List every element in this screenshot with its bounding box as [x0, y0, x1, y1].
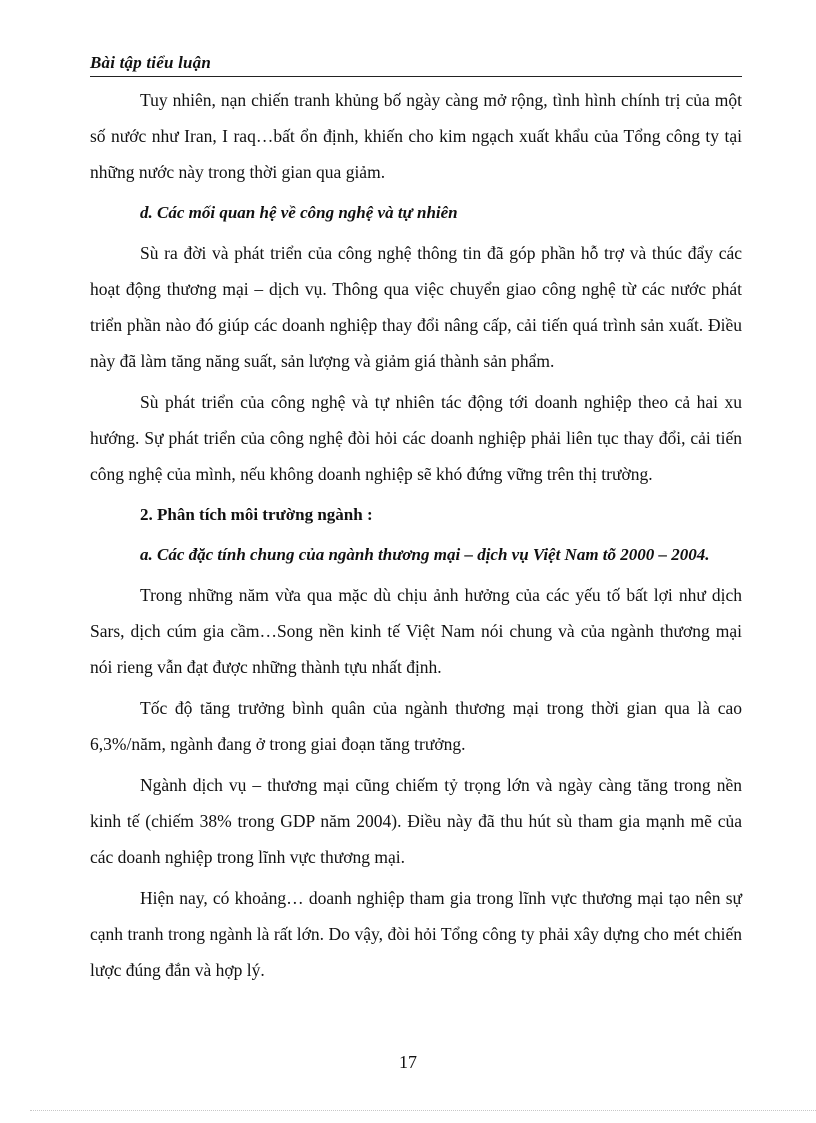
paragraph-technology-impact: Sù phát triển của công nghệ và tự nhiên tác động tới doanh nghiệp theo cả hai xu hướng. Sự phát triển của công nghệ đòi hỏi các doanh nghiệp phải liên tục thay đổi, cải tiến công nghệ của mình, nếu không doanh nghiệp sẽ khó đứng vững trên thị trường. — [90, 392, 742, 484]
document-body — [90, 82, 742, 993]
paragraph-it-development: Sù ra đời và phát triển của công nghệ thông tin đã góp phần hỗ trợ và thúc đẩy các hoạt động thương mại – dịch vụ. Thông qua việc chuyển giao công nghệ từ các nước phát triển phần nào đó giúp các doanh nghiệp thay đổi nâng cấp, cải tiến quá trình sản xuất. Điều này đã làm tăng năng suất, sản lượng và giảm giá thành sản phẩm. — [90, 243, 742, 371]
page-number: 17 — [399, 1052, 417, 1072]
page-header — [90, 50, 742, 77]
section-heading-technology-nature: d. Các mối quan hệ về công nghệ và tự nhiên — [140, 203, 458, 222]
paragraph-war-impact: Tuy nhiên, nạn chiến tranh khủng bố ngày càng mở rộng, tình hình chính trị của một số nước như Iran, I raq…bất ổn định, khiến cho kim ngạch xuất khẩu của Tổng công ty tại những nước này trong thời gian qua giảm. — [90, 90, 742, 182]
section-heading-industry-analysis: 2. Phân tích môi trường ngành : — [140, 505, 373, 524]
footer-divider — [30, 1110, 816, 1111]
header-title: Bài tập tiểu luận — [90, 53, 212, 72]
paragraph-recent-years: Trong những năm vừa qua mặc dù chịu ảnh hưởng của các yếu tố bất lợi như dịch Sars, dịch cúm gia cầm…Song nền kinh tế Việt Nam nói chung và của ngành thương mại nói rieng vẫn đạt được những thành tựu nhất định. — [90, 585, 742, 677]
paragraph-gdp-share: Ngành dịch vụ – thương mại cũng chiếm tỷ trọng lớn và ngày càng tăng trong nền kinh tế (chiếm 38% trong GDP năm 2004). Điều này đã thu hút sù tham gia mạnh mẽ của các doanh nghiệp trong lĩnh vực thương mại. — [90, 775, 742, 867]
paragraph-competition: Hiện nay, có khoảng… doanh nghiệp tham gia trong lĩnh vực thương mại tạo nên sự cạnh tranh trong ngành là rất lớn. Do vậy, đòi hỏi Tổng công ty phải xây dựng cho mét chiến lược đúng đắn và hợp lý. — [90, 888, 742, 980]
paragraph-growth-rate: Tốc độ tăng trưởng bình quân của ngành thương mại trong thời gian qua là cao 6,3%/năm, ngành đang ở trong giai đoạn tăng trưởng. — [90, 698, 742, 754]
section-heading-industry-characteristics: a. Các đặc tính chung của ngành thương mại – dịch vụ Việt Nam tõ 2000 – 2004. — [140, 545, 710, 564]
